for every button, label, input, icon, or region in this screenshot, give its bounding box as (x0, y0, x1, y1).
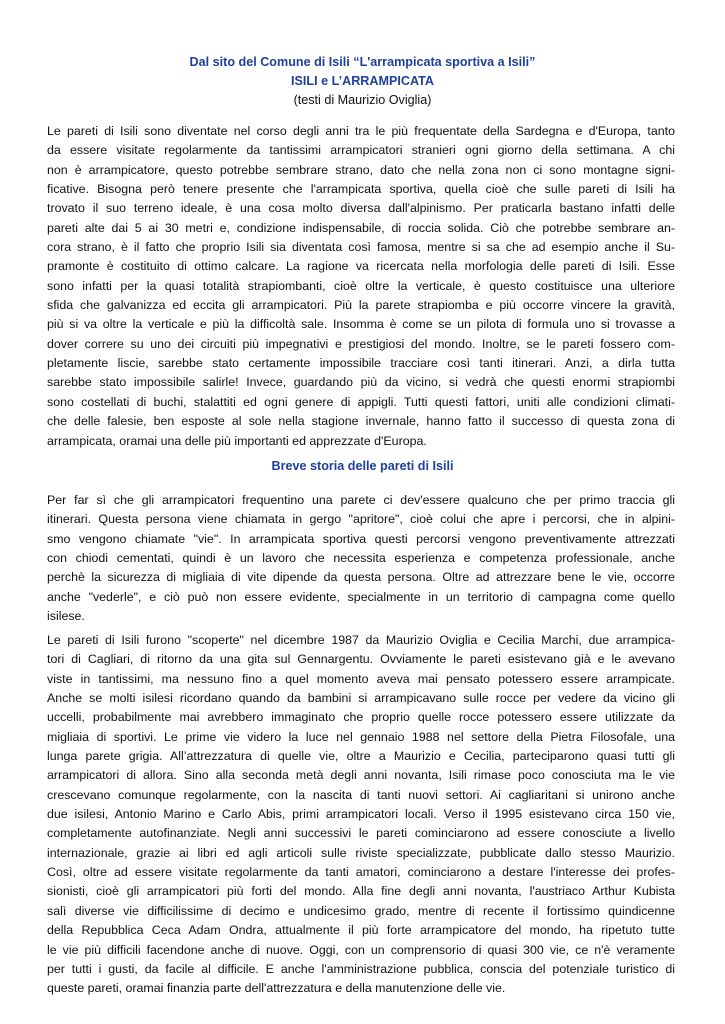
text-line: sono costellati di buchi, stalattiti ed ogni genere di appigli. Tutti questi fattori, uniti alle condizioni climati- (47, 394, 675, 409)
text-line: da essere visitate regolarmente da tantissimi arrampicatori stranieri ogni giorno della settimana. A chi (47, 143, 675, 158)
text-line: arrampicatori di allora. Sino alla seconda metà degli anni novanta, Isili rimase poco conosciuta ma le vie (47, 768, 675, 783)
text-line: ficative. Bisogna però tenere presente che l'arrampicata sportiva, quella cioè che sulle pareti di Isili ha (47, 182, 675, 197)
text-line: queste pareti, oramai finanzia parte dell'attrezzatura e della manutenzione delle vie. (47, 981, 506, 996)
text-line: trovato il suo terreno ideale, è una cosa molto diversa dall'alpinismo. Per praticarla bastano infatti delle (47, 201, 675, 216)
text-line: cora strano, è il fatto che proprio Isili sia diventata così famosa, mentre si sa che ad esempio anche il Su- (47, 240, 675, 255)
author-credit: (testi di Maurizio Oviglia) (293, 93, 432, 107)
text-line: per tutti i gusti, da facile al difficile. E anche l'amministrazione pubblica, conscia del potenziale turistico di (47, 961, 675, 976)
text-line: della Repubblica Ceca Adam Ondra, attualmente il più forte arrampicatore del mondo, ha ripetuto tutte (47, 923, 675, 938)
text-line: che delle falesie, ben esposte al sole nella stagione invernale, hanno fatto il successo di questa zona di (47, 414, 675, 429)
text-line: le vie più difficili facendone anche di nuove. Oggi, con un comprensorio di quasi 300 vie, ce n'è veramente (47, 942, 675, 957)
text-line: più si va oltre la verticale e più la difficoltà sale. Insomma è come se un pilota di formula uno si trovasse a (47, 317, 675, 332)
text-line: sfida che galvanizza ed eccita gli arrampicatori. Più la parete strapiomba e più occorre vincere la gravità, (47, 298, 675, 313)
text-line: Per far sì che gli arrampicatori frequentino una parete ci dev'essere qualcuno che per primo traccia gli (47, 493, 675, 507)
text-line: perchè la sicurezza di migliaia di vite dipende da questa persona. Oltre ad attrezzare bene le vie, occorre (47, 570, 675, 585)
source-title: Dal sito del Comune di Isili “L'arrampicata sportiva a Isili” (189, 55, 536, 69)
text-line: tori di Cagliari, di ritorno da una gita sul Gennargentu. Ovviamente le pareti esistevano già e le avevano (47, 652, 675, 667)
text-line: non è arrampicatore, questo potrebbe sembrare strano, dato che nella zona non ci sono montagne signi- (47, 162, 675, 177)
text-line: con chiodi cementati, quindi è un lavoro che necessita esperienza e competenza professionale, anche (47, 551, 675, 566)
text-line: Le pareti di Isili furono "scoperte" nel dicembre 1987 da Maurizio Oviglia e Cecilia Marchi, due arrampica- (47, 633, 675, 647)
text-line: smo vengono chiamate "vie". In arrampicata sportiva questi percorsi vengono preventivamente attrezzati (47, 531, 675, 546)
text-line: sarebbe stato impossibile salirle! Invece, guardando più da vicino, si vedrà che questi enormi strapiombi (47, 375, 675, 390)
text-line: arrampicata, oramai una delle più importanti ed apprezzate d'Europa. (47, 433, 427, 448)
history-paragraph-1 (47, 491, 675, 626)
text-line: Le pareti di Isili sono diventate nel corso degli anni tra le più frequentate della Sardegna e d'Europa, tanto (47, 124, 675, 138)
history-paragraph-2 (47, 631, 675, 999)
text-line: pareti alte dai 5 ai 30 metri e, condizione indispensabile, di roccia solida. Ciò che potrebbe sembrare an- (47, 220, 675, 235)
text-line: internazionale, grazie ai libri ed agli articoli sulle riviste specializzate, pubblicate dallo stesso Maurizio. (47, 845, 675, 860)
text-line: pramonte è costituito di ottimo calcare. La ragione va ricercata nella morfologia delle pareti di Isili. Esse (47, 259, 675, 274)
intro-paragraph (47, 122, 675, 451)
document-title: ISILI e L’ARRAMPICATA (291, 74, 434, 88)
text-line: sono infatti per la quasi totalità strapiombanti, cioè oltre la verticale, è questo costituisce una ulteriore (47, 278, 675, 293)
text-line: salì diverse vie difficilissime di decimo e undicesimo grado, mentre di recente il fortissimo quindicenne (47, 903, 675, 918)
text-line: isilese. (47, 609, 85, 624)
text-line: due isilesi, Antonio Marino e Carlo Abis, primi arrampicatori locali. Verso il 1995 esistevano circa 150 vie, (47, 807, 675, 822)
text-line: migliaia di sportivi. Le prime vie videro la luce nel gennaio 1988 nel settore della Pietra Filosofale, una (47, 729, 675, 744)
text-line: Così, oltre ad essere visitate regolarmente da tanti amatori, cominciarono a destare l'interesse dei profes- (47, 865, 675, 880)
text-line: crescevano comunque regolarmente, con la nascita di tanti nuovi settori. Ai cagliaritani si unirono anche (47, 787, 675, 802)
text-line: lunga parete grigia. All’attrezzatura di quelle vie, oltre a Maurizio e Cecilia, parteciparono quasi tutti gli (47, 749, 675, 764)
text-line: pletamente liscie, sarebbe stato certamente impossibile tracciare così tanti itinerari. Anzi, a dirla tutta (47, 356, 675, 371)
text-line: sionisti, cioè gli arrampicatori più forti del mondo. Alla fine degli anni novanta, l'austriaco Arthur Kubista (47, 884, 675, 899)
text-line: viste in tantissimi, ma nessuno fino a quel momento aveva mai pensato potessero essere arrampicate. (47, 671, 675, 686)
text-line: dover correre su uno dei circuiti più impegnativi e prestigiosi del mondo. Inoltre, se le pareti fossero com- (47, 336, 675, 351)
text-line: itinerari. Questa persona viene chiamata in gergo "apritore", cioè colui che apre i percorsi, che in alpini- (47, 512, 675, 527)
text-line: Anche se molti isilesi ricordano quando da bambini si arrampicavano sulle rocce per vedere da vicino gli (47, 691, 675, 706)
text-line: uccelli, probabilmente mai avrebbero immaginato che proprio quelle rocce potessero essere utilizzate da (47, 710, 675, 725)
text-line: completamente autofinanziate. Negli anni successivi le pareti cominciarono ad essere conosciute a livello (47, 826, 675, 841)
text-line: anche "vederle", e ciò può non essere evidente, specialmente in un territorio di campagna come quello (47, 589, 675, 604)
document-header (40, 53, 685, 110)
section-heading: Breve storia delle pareti di Isili (271, 459, 454, 473)
